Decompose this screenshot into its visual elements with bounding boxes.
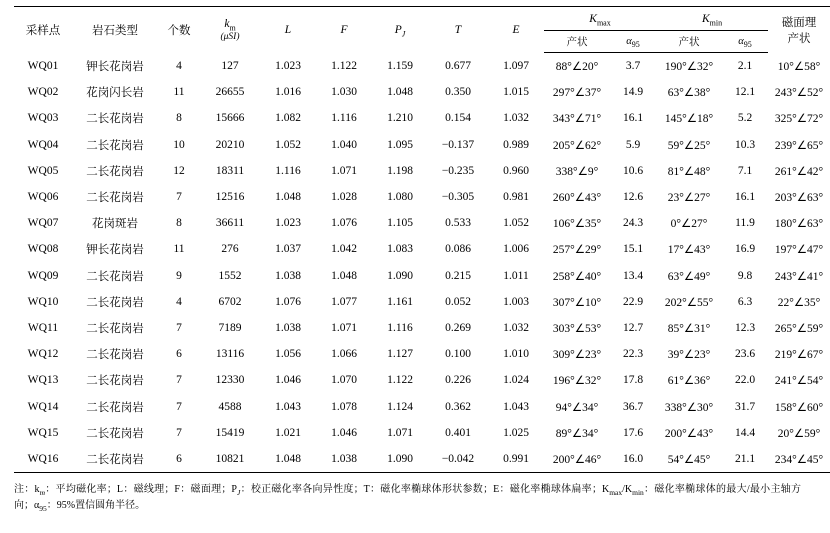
cell-T: −0.305 [441, 191, 475, 204]
cell-L: 1.046 [275, 374, 301, 387]
cell-count: 8 [176, 112, 182, 125]
cell-kmin-a95: 16.9 [734, 243, 756, 256]
cell-E: 1.043 [503, 400, 529, 413]
cell-kmax-a95: 3.7 [625, 60, 641, 73]
note-sub-max: max [609, 488, 623, 497]
cell-site: WQ06 [27, 191, 59, 204]
table-body [14, 53, 830, 473]
cell-kmin-a95: 12.1 [734, 86, 756, 99]
cell-count: 4 [176, 59, 182, 72]
cell-km: 15666 [215, 112, 245, 125]
header-kmax-subscript: max [596, 17, 611, 27]
cell-E: 0.991 [488, 446, 544, 473]
cell-kmin-a95: 14.4 [734, 426, 756, 439]
cell-kmax-a95: 24.3 [622, 217, 644, 230]
cell-F: 1.046 [331, 426, 357, 439]
cell-km: 36611 [215, 217, 245, 230]
cell-km: 20210 [215, 138, 245, 151]
header-km-subscript: m [229, 23, 236, 33]
header-kmax-a95 [610, 31, 656, 53]
cell-rock-type: 二长花岗岩 [72, 446, 158, 473]
cell-kmax-attitude: 94°∠34° [555, 401, 599, 414]
cell-kmax-attitude: 338°∠9° [555, 165, 599, 178]
cell-kmax-a95: 13.4 [622, 269, 644, 282]
cell-PJ: 1.127 [387, 348, 413, 361]
cell-kmax-attitude: 258°∠40° [552, 270, 602, 283]
cell-rock-type: 花岗闪长岩 [86, 87, 144, 100]
cell-E: 1.015 [503, 86, 529, 99]
header-E: E [488, 7, 544, 53]
table-row [14, 184, 830, 210]
cell-F: 1.038 [316, 446, 372, 473]
table-row [14, 420, 830, 446]
cell-foliation-attitude: 203°∠63° [774, 192, 824, 205]
cell-kmin-a95: 21.1 [722, 446, 768, 473]
cell-T: 0.100 [445, 348, 471, 361]
cell-PJ: 1.116 [387, 321, 413, 334]
cell-T: 0.677 [445, 59, 471, 72]
cell-kmax-a95: 17.8 [622, 374, 644, 387]
header-foliation-attitude: 产状 [787, 32, 811, 45]
cell-rock-type: 二长花岗岩 [86, 270, 144, 283]
note-part-3: ：校正磁化率各向异性度；T：磁化率椭球体形状参数；E：磁化率椭球体扁率；K [240, 484, 610, 495]
cell-site: WQ14 [27, 400, 59, 413]
cell-kmin-a95: 9.8 [737, 269, 753, 282]
cell-PJ: 1.071 [387, 426, 413, 439]
cell-site: WQ07 [27, 217, 59, 230]
header-PJ-symbol: P [394, 23, 402, 36]
cell-F: 1.116 [331, 112, 357, 125]
cell-site: WQ04 [27, 138, 59, 151]
cell-count: 6 [176, 348, 182, 361]
cell-F: 1.040 [331, 138, 357, 151]
table-row [14, 132, 830, 158]
header-F: F [316, 7, 372, 53]
cell-site: WQ08 [27, 243, 59, 256]
cell-L: 1.021 [275, 426, 301, 439]
cell-PJ: 1.198 [387, 164, 413, 177]
cell-E: 1.006 [503, 243, 529, 256]
header-PJ [372, 7, 428, 53]
cell-rock-type: 二长花岗岩 [86, 192, 144, 205]
cell-site: WQ12 [27, 348, 59, 361]
cell-PJ: 1.095 [387, 138, 413, 151]
header-foliation [768, 7, 830, 53]
cell-kmin-attitude: 190°∠32° [664, 61, 714, 74]
note-sub-min: min [632, 488, 644, 497]
cell-km: 4588 [218, 400, 242, 413]
header-kmax-a95-symbol: α [626, 36, 632, 47]
cell-rock-type: 钾长花岗岩 [86, 60, 144, 73]
cell-F: 1.028 [331, 191, 357, 204]
cell-L: 1.023 [275, 59, 301, 72]
header-PJ-subscript: J [401, 29, 406, 39]
cell-F: 1.048 [331, 269, 357, 282]
cell-foliation-attitude: 20°∠59° [777, 427, 821, 440]
cell-kmin-attitude: 81°∠48° [667, 165, 711, 178]
cell-foliation-attitude: 10°∠58° [777, 60, 821, 73]
cell-foliation-attitude: 325°∠72° [774, 113, 824, 126]
cell-kmin-attitude: 54°∠45° [656, 446, 722, 473]
cell-E: 1.010 [503, 348, 529, 361]
cell-PJ: 1.090 [372, 446, 428, 473]
cell-rock-type: 二长花岗岩 [86, 375, 144, 388]
cell-site: WQ02 [27, 86, 59, 99]
header-kmax-a95-subscript: 95 [631, 40, 640, 50]
cell-kmin-a95: 11.9 [735, 217, 755, 230]
cell-L: 1.038 [275, 269, 301, 282]
cell-foliation-attitude: 239°∠65° [774, 139, 824, 152]
cell-E: 1.032 [503, 112, 529, 125]
cell-kmax-attitude: 307°∠10° [552, 296, 602, 309]
header-kmin-attitude: 产状 [656, 31, 722, 53]
cell-kmax-a95: 22.9 [622, 295, 644, 308]
table-row [14, 263, 830, 289]
note-part-6: 球体的最大/最小主轴方向；α [14, 484, 802, 511]
cell-kmin-attitude: 59°∠25° [667, 139, 711, 152]
cell-E: 1.003 [503, 295, 529, 308]
table-row [14, 53, 830, 80]
cell-site: WQ01 [27, 59, 59, 72]
cell-rock-type: 二长花岗岩 [86, 165, 144, 178]
table-row [14, 446, 830, 473]
header-rock-type: 岩石类型 [72, 7, 158, 53]
cell-site: WQ11 [27, 321, 59, 334]
cell-count: 9 [176, 269, 182, 282]
cell-kmax-attitude: 257°∠29° [552, 244, 602, 257]
cell-kmax-a95: 15.1 [622, 243, 644, 256]
cell-count: 4 [176, 295, 182, 308]
cell-kmin-a95: 2.1 [737, 60, 753, 73]
cell-F: 1.122 [331, 59, 357, 72]
cell-km: 276 [221, 243, 239, 256]
cell-count: 7 [176, 191, 182, 204]
note-part-1: 注：k [14, 484, 40, 495]
cell-L: 1.076 [275, 295, 301, 308]
cell-foliation-attitude: 243°∠41° [774, 270, 824, 283]
cell-kmin-attitude: 85°∠31° [667, 322, 711, 335]
header-km-unit: (μSI) [220, 31, 240, 42]
cell-kmin-attitude: 202°∠55° [664, 296, 714, 309]
cell-T: 0.086 [445, 243, 471, 256]
cell-PJ: 1.122 [387, 374, 413, 387]
cell-E: 1.097 [503, 59, 529, 72]
cell-site: WQ09 [27, 269, 59, 282]
header-row-primary [14, 7, 830, 31]
table-row [14, 105, 830, 131]
cell-L: 1.023 [275, 217, 301, 230]
cell-T: 0.269 [445, 321, 471, 334]
cell-kmax-attitude: 309°∠23° [552, 349, 602, 362]
cell-kmax-a95: 14.9 [622, 86, 644, 99]
cell-F: 1.066 [331, 348, 357, 361]
cell-L: 1.048 [275, 191, 301, 204]
cell-kmax-a95: 16.1 [622, 112, 644, 125]
cell-kmax-attitude: 88°∠20° [555, 61, 599, 74]
cell-F: 1.076 [331, 217, 357, 230]
cell-E: 1.025 [503, 426, 529, 439]
table-note [14, 482, 801, 513]
cell-kmax-attitude: 303°∠53° [552, 322, 602, 335]
cell-L: 1.043 [275, 400, 301, 413]
cell-E: 0.960 [503, 164, 529, 177]
cell-kmax-attitude: 297°∠37° [552, 87, 602, 100]
cell-km: 12516 [215, 191, 245, 204]
cell-T: 0.215 [445, 269, 471, 282]
note-part-2: ：平均磁化率；L：磁线理；F：磁面理；P [44, 484, 237, 495]
cell-E: 1.011 [503, 269, 529, 282]
cell-count: 8 [176, 217, 182, 230]
cell-km: 10821 [200, 446, 260, 473]
table-row [14, 210, 830, 236]
cell-kmax-attitude: 205°∠62° [552, 139, 602, 152]
header-kmax-group [544, 7, 656, 31]
cell-kmin-a95: 5.2 [737, 112, 753, 125]
table-row [14, 158, 830, 184]
cell-kmax-a95: 17.6 [622, 426, 644, 439]
header-kmin-a95-symbol: α [738, 36, 744, 47]
cell-km: 7189 [218, 321, 242, 334]
cell-kmax-attitude: 106°∠35° [552, 218, 602, 231]
cell-L: 1.082 [275, 112, 301, 125]
cell-kmin-a95: 23.6 [734, 348, 756, 361]
cell-PJ: 1.090 [387, 269, 413, 282]
cell-PJ: 1.210 [387, 112, 413, 125]
cell-rock-type: 二长花岗岩 [86, 401, 144, 414]
cell-PJ: 1.124 [387, 400, 413, 413]
cell-F: 1.078 [331, 400, 357, 413]
cell-site: WQ15 [27, 426, 59, 439]
cell-F: 1.077 [331, 295, 357, 308]
cell-kmax-attitude: 343°∠71° [552, 113, 602, 126]
cell-kmin-attitude: 61°∠36° [667, 375, 711, 388]
cell-T: 0.401 [445, 426, 471, 439]
cell-kmin-a95: 31.7 [734, 400, 756, 413]
cell-km: 1552 [218, 269, 242, 282]
header-site: 采样点 [14, 7, 72, 53]
table-row [14, 236, 830, 262]
cell-T: −0.042 [428, 446, 488, 473]
cell-kmax-attitude: 196°∠32° [552, 375, 602, 388]
cell-km: 6702 [218, 295, 242, 308]
cell-E: 0.981 [503, 191, 529, 204]
table-row [14, 393, 830, 419]
cell-kmin-attitude: 338°∠30° [664, 401, 714, 414]
cell-L: 1.037 [275, 243, 301, 256]
cell-foliation-attitude: 158°∠60° [774, 401, 824, 414]
cell-E: 0.989 [503, 138, 529, 151]
cell-PJ: 1.105 [387, 217, 413, 230]
header-kmin-group [656, 7, 768, 31]
cell-kmin-a95: 6.3 [737, 295, 753, 308]
cell-PJ: 1.080 [387, 191, 413, 204]
cell-rock-type: 二长花岗岩 [86, 113, 144, 126]
cell-count: 7 [176, 400, 182, 413]
cell-foliation-attitude: 265°∠59° [774, 322, 824, 335]
cell-rock-type: 二长花岗岩 [86, 322, 144, 335]
header-km-symbol: k [224, 17, 230, 30]
cell-L: 1.116 [275, 164, 301, 177]
note-sub-95: 95 [39, 503, 47, 513]
cell-kmax-a95: 12.6 [622, 191, 644, 204]
cell-foliation-attitude: 22°∠35° [777, 296, 821, 309]
cell-kmin-a95: 12.3 [734, 321, 756, 334]
cell-kmax-attitude: 200°∠46° [544, 446, 610, 473]
header-kmin-subscript: min [709, 17, 723, 27]
cell-F: 1.071 [331, 164, 357, 177]
cell-rock-type: 二长花岗岩 [86, 349, 144, 362]
cell-PJ: 1.083 [387, 243, 413, 256]
header-foliation-label: 磁面理 [781, 16, 817, 29]
ams-data-table [14, 6, 830, 473]
table-row [14, 367, 830, 393]
cell-L: 1.016 [275, 86, 301, 99]
cell-foliation-attitude: 180°∠63° [774, 218, 824, 231]
cell-F: 1.030 [331, 86, 357, 99]
cell-count: 10 [173, 138, 185, 151]
cell-T: 0.226 [445, 374, 471, 387]
cell-foliation-attitude: 243°∠52° [774, 87, 824, 100]
cell-km: 13116 [215, 348, 245, 361]
cell-foliation-attitude: 234°∠45° [768, 446, 830, 473]
cell-PJ: 1.159 [387, 59, 413, 72]
cell-count: 7 [176, 374, 182, 387]
cell-T: 0.154 [445, 112, 471, 125]
cell-T: 0.533 [445, 217, 471, 230]
header-kmax-attitude: 产状 [544, 31, 610, 53]
table-header [14, 7, 830, 53]
cell-foliation-attitude: 219°∠67° [774, 349, 824, 362]
cell-count: 6 [158, 446, 200, 473]
header-count: 个数 [158, 7, 200, 53]
note-part-4: /K [622, 484, 633, 495]
header-kmin-a95 [722, 31, 768, 53]
cell-kmin-attitude: 200°∠43° [664, 427, 714, 440]
cell-kmax-attitude: 260°∠43° [552, 192, 602, 205]
header-kmin-symbol: K [701, 12, 710, 25]
table-row [14, 289, 830, 315]
cell-rock-type: 钾长花岗岩 [86, 244, 144, 257]
header-kmin-a95-subscript: 95 [743, 40, 752, 50]
cell-kmin-attitude: 23°∠27° [667, 192, 711, 205]
cell-F: 1.071 [331, 321, 357, 334]
cell-kmin-a95: 22.0 [734, 374, 756, 387]
cell-km: 15419 [215, 426, 245, 439]
header-km [200, 7, 260, 53]
cell-PJ: 1.048 [387, 86, 413, 99]
cell-F: 1.070 [331, 374, 357, 387]
cell-E: 1.024 [503, 374, 529, 387]
table-row [14, 341, 830, 367]
cell-L: 1.052 [275, 138, 301, 151]
cell-T: 0.362 [445, 400, 471, 413]
cell-site: WQ16 [14, 446, 72, 473]
cell-km: 18311 [215, 164, 245, 177]
cell-km: 26655 [215, 86, 245, 99]
cell-foliation-attitude: 241°∠54° [774, 375, 824, 388]
cell-foliation-attitude: 261°∠42° [774, 165, 824, 178]
table-row [14, 79, 830, 105]
cell-T: −0.137 [441, 138, 475, 151]
cell-kmax-a95: 22.3 [622, 348, 644, 361]
cell-kmax-a95: 5.9 [625, 138, 641, 151]
cell-kmin-attitude: 145°∠18° [664, 113, 714, 126]
cell-kmin-a95: 7.1 [737, 164, 753, 177]
cell-site: WQ05 [27, 164, 59, 177]
cell-kmin-attitude: 63°∠49° [667, 270, 711, 283]
cell-E: 1.052 [503, 217, 529, 230]
header-L: L [260, 7, 316, 53]
cell-L: 1.056 [275, 348, 301, 361]
cell-L: 1.038 [275, 321, 301, 334]
cell-kmax-a95: 10.6 [622, 164, 644, 177]
cell-kmax-a95: 16.0 [610, 446, 656, 473]
cell-count: 7 [176, 426, 182, 439]
cell-F: 1.042 [331, 243, 357, 256]
cell-kmin-a95: 10.3 [734, 138, 756, 151]
note-part-5: ：磁化率椭 [643, 484, 696, 495]
header-kmax-symbol: K [589, 12, 597, 25]
cell-site: WQ13 [27, 374, 59, 387]
cell-kmin-attitude: 39°∠23° [667, 349, 711, 362]
cell-count: 7 [176, 321, 182, 334]
cell-E: 1.032 [503, 321, 529, 334]
cell-kmax-attitude: 89°∠34° [555, 427, 599, 440]
cell-foliation-attitude: 197°∠47° [774, 244, 824, 257]
cell-count: 11 [173, 86, 185, 99]
cell-rock-type: 二长花岗岩 [86, 296, 144, 309]
cell-rock-type: 二长花岗岩 [86, 139, 144, 152]
cell-T: −0.235 [441, 164, 475, 177]
cell-T: 0.052 [445, 295, 471, 308]
cell-kmin-attitude: 17°∠43° [667, 244, 711, 257]
header-T: T [428, 7, 488, 53]
cell-site: WQ03 [27, 112, 59, 125]
cell-kmax-a95: 12.7 [622, 321, 644, 334]
cell-PJ: 1.161 [387, 295, 413, 308]
cell-km: 127 [221, 59, 239, 72]
cell-count: 11 [173, 243, 185, 256]
cell-km: 12330 [215, 374, 245, 387]
cell-kmin-a95: 16.1 [734, 191, 756, 204]
table-row [14, 315, 830, 341]
cell-kmin-attitude: 63°∠38° [667, 87, 711, 100]
cell-rock-type: 二长花岗岩 [86, 427, 144, 440]
cell-rock-type: 花岗斑岩 [92, 218, 138, 231]
cell-T: 0.350 [445, 86, 471, 99]
note-part-7: ：95%置信圆角半径。 [46, 499, 146, 511]
cell-count: 12 [173, 164, 185, 177]
note-sub-m: m [39, 488, 45, 497]
note-sub-J: J [236, 488, 241, 497]
cell-kmax-a95: 36.7 [622, 400, 644, 413]
cell-site: WQ10 [27, 295, 59, 308]
cell-L: 1.048 [260, 446, 316, 473]
cell-kmin-attitude: 0°∠27° [670, 218, 708, 231]
